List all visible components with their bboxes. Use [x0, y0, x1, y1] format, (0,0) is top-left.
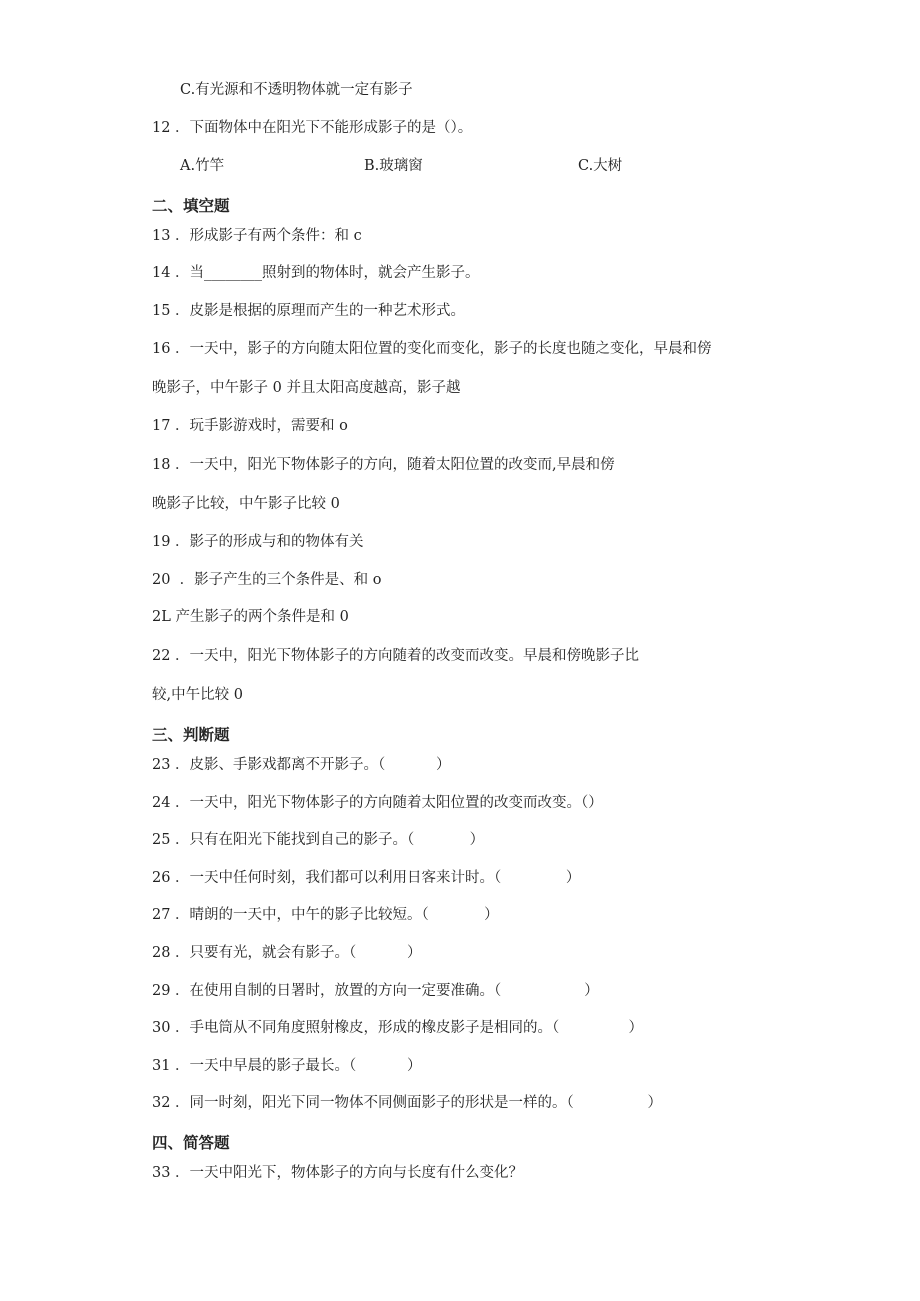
question-20: 20 ．影子产生的三个条件是、和 o: [152, 572, 382, 588]
question-23: 23 ．皮影、手影戏都离不开影子。（ ）: [152, 757, 451, 773]
question-13: 13 ．形成影子有两个条件：和 c: [152, 228, 362, 244]
question-28: 28 ．只要有光，就会有影子。（ ）: [152, 945, 422, 961]
question-26: 26 ．一天中任何时刻，我们都可以利用日客来计时。（ ）: [152, 870, 581, 886]
question-19: 19 ．影子的形成与和的物体有关: [152, 534, 364, 550]
question-16-line1: 16 ．一天中，影子的方向随太阳位置的变化而变化，影子的长度也随之变化，早晨和傍: [152, 341, 712, 357]
option-c-line: C.有光源和不透明物体就一定有影子: [180, 82, 413, 98]
question-32: 32 ．同一时刻，阳光下同一物体不同侧面影子的形状是一样的。（ ）: [152, 1095, 663, 1111]
option-b: B.玻璃窗: [364, 158, 423, 174]
question-18-line2: 晚影子比较，中午影子比较 0: [152, 496, 340, 512]
question-27: 27 ．晴朗的一天中，中午的影子比较短。（ ）: [152, 907, 499, 923]
question-16-line2: 晚影子，中午影子 0 并且太阳高度越高，影子越: [152, 380, 461, 396]
question-24: 24 ．一天中，阳光下物体影子的方向随着太阳位置的改变而改变。（）: [152, 795, 603, 811]
question-12: 12 ．下面物体中在阳光下不能形成影子的是（）。: [152, 120, 473, 136]
question-15: 15 ．皮影是根据的原理而产生的一种艺术形式。: [152, 303, 466, 319]
question-14: 14 ．当________照射到的物体时，就会产生影子。: [152, 265, 480, 281]
question-21: 2L 产生影子的两个条件是和 0: [152, 609, 349, 625]
question-17: 17 ．玩手影游戏时，需要和 o: [152, 418, 348, 434]
question-25: 25 ．只有在阳光下能找到自己的影子。（ ）: [152, 832, 485, 848]
option-c: C.大树: [578, 158, 623, 174]
section-heading-short-answer: 四、简答题: [152, 1134, 230, 1152]
question-22-line2: 较,中午比较 0: [152, 687, 243, 703]
question-18-line1: 18 ．一天中，阳光下物体影子的方向，随着太阳位置的改变而,早晨和傍: [152, 457, 615, 473]
section-heading-fill-blank: 二、填空题: [152, 197, 230, 215]
option-a: A.竹竿: [180, 158, 225, 174]
question-29: 29 ．在使用自制的日署时，放置的方向一定要准确。（ ）: [152, 983, 599, 999]
section-heading-true-false: 三、判断题: [152, 726, 230, 744]
question-33: 33 ．一天中阳光下，物体影子的方向与长度有什么变化？: [152, 1165, 524, 1181]
question-22-line1: 22 ．一天中，阳光下物体影子的方向随着的改变而改变。早晨和傍晚影子比: [152, 648, 640, 664]
question-30: 30 ．手电筒从不同角度照射橡皮，形成的橡皮影子是相同的。（ ）: [152, 1020, 643, 1036]
question-31: 31 ．一天中早晨的影子最长。（ ）: [152, 1058, 422, 1074]
